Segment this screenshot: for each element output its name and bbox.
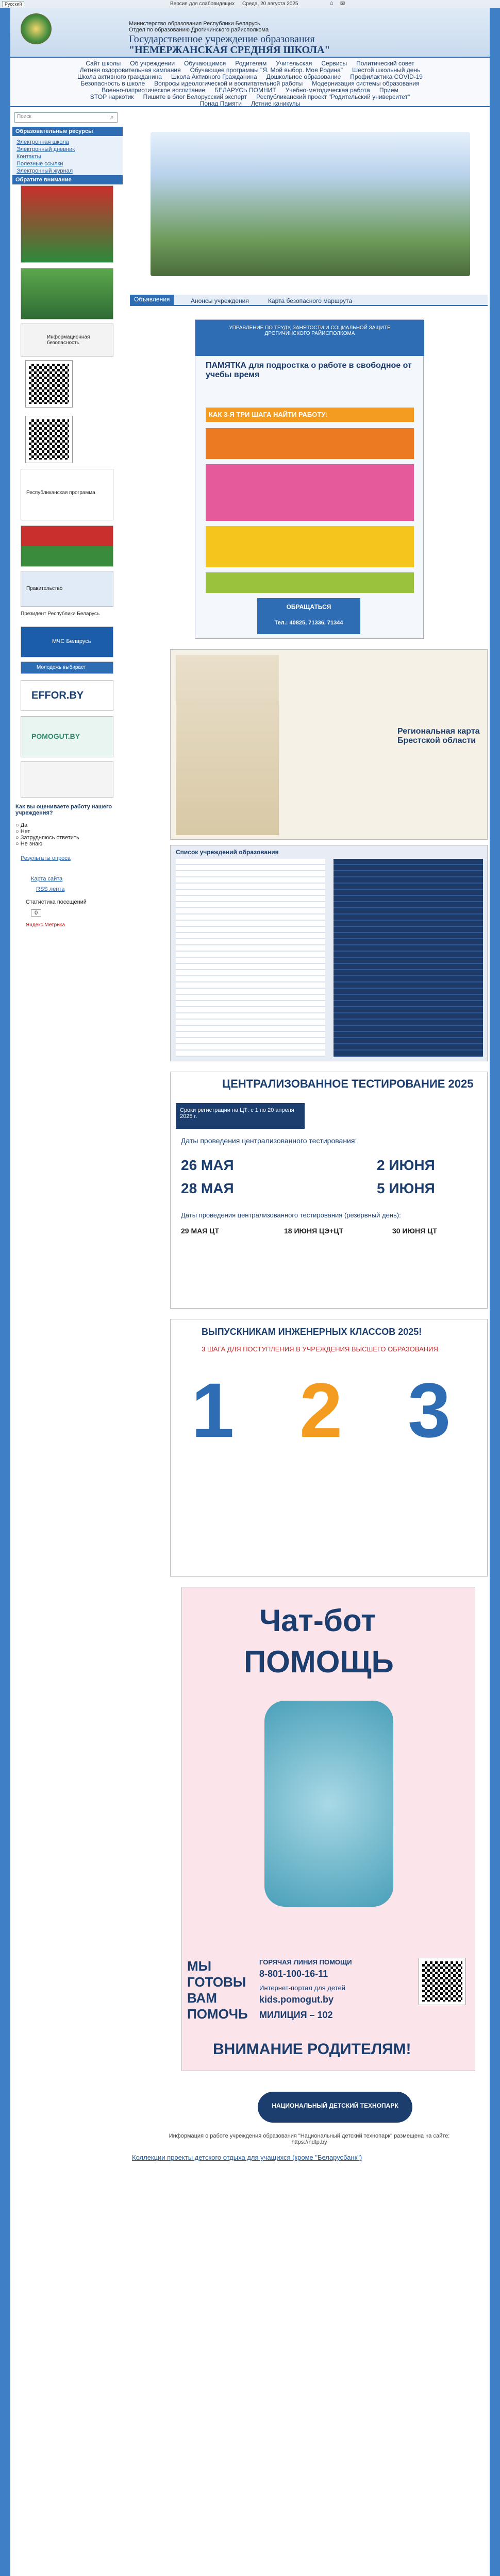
green-banner[interactable] <box>21 268 113 319</box>
mchs-label: МЧС Беларусь <box>52 638 91 645</box>
tab-announcements[interactable]: Объявления <box>130 295 174 306</box>
gov-label: Правительство <box>26 586 63 591</box>
resources-panel-title: Образовательные ресурсы <box>12 127 123 136</box>
vote-option[interactable] <box>15 822 119 828</box>
school-title-line1: Государственное учреждение образования <box>129 33 315 45</box>
effor-label: EFFOR.BY <box>31 690 84 701</box>
projects-link[interactable]: Коллекции проекты детского отдыха для учащихся (кроме "Беларусбанк") <box>132 2154 362 2161</box>
nav-item[interactable]: Родителям <box>235 60 267 67</box>
rss-link[interactable]: RSS лента <box>36 886 65 892</box>
nav-item[interactable]: Школа активного гражданина <box>77 73 162 80</box>
nav-row-4 <box>10 80 490 87</box>
step-3-block <box>206 526 414 567</box>
radio-icon[interactable]: ○ <box>15 822 21 828</box>
flag-banner[interactable] <box>21 526 113 567</box>
qr-code-icon <box>26 361 72 407</box>
help-label: МЫ ГОТОВЫ ВАМ ПОМОЧЬ <box>187 1958 248 2022</box>
vote-results-button[interactable]: Результаты опроса <box>21 855 71 861</box>
vote-option[interactable] <box>15 835 119 841</box>
parents-attention: ВНИМАНИЕ РОДИТЕЛЯМ! <box>213 2041 411 2058</box>
chatbot-poster <box>181 1587 475 2071</box>
home-icon[interactable]: ⌂ <box>330 0 334 6</box>
vote-option-label: Да <box>20 822 28 828</box>
search-icon[interactable]: ⌕ <box>110 113 114 121</box>
attention-panel <box>12 175 123 184</box>
ct-reserve-3: 30 ИЮНЯ ЦТ <box>392 1227 437 1235</box>
mail-icon[interactable]: ✉ <box>340 1 345 7</box>
tab-safe-route[interactable]: Карта безопасного маршрута <box>268 297 353 304</box>
vote-option-label: Затрудняюсь ответить <box>20 835 79 841</box>
nav-item[interactable]: Учебно-методическая работа <box>285 87 370 94</box>
search-input[interactable]: Поиск <box>14 112 118 123</box>
resources-panel <box>12 127 123 177</box>
ct-title: ЦЕНТРАЛИЗОВАННОЕ ТЕСТИРОВАНИЕ 2025 <box>222 1077 474 1090</box>
nav-item[interactable]: Политический совет <box>356 60 414 67</box>
kids-portal-url: kids.pomogut.by <box>259 1994 334 2005</box>
chevron-left-icon[interactable]: ‹ <box>133 189 137 200</box>
howto-banner: КАК 3-Я ТРИ ШАГА НАЙТИ РАБОТУ: <box>206 408 414 422</box>
vote-option[interactable] <box>15 828 119 835</box>
step-3-number: 3 <box>408 1367 451 1453</box>
nav-item[interactable]: БЕЛАРУСЬ ПОМНИТ <box>214 87 276 94</box>
nav-item[interactable]: Вопросы идеологической и воспитательной работы <box>154 80 303 87</box>
contacts-block <box>257 598 360 634</box>
region-map-image <box>176 655 279 835</box>
technopark-info: Информация о работе учреждения образования "Национальный детский технопарк" размещена на сайте: https://ndtp.by <box>169 2133 450 2145</box>
youth-banner[interactable] <box>21 662 113 674</box>
step-1-number: 1 <box>191 1367 235 1453</box>
info-security-label: Информационная безопасность <box>47 334 90 346</box>
nav-item[interactable]: Военно-патриотическое воспитание <box>102 87 206 94</box>
ideology-label: Республиканская программа <box>26 490 95 496</box>
employment-poster-title: ПАМЯТКА для подростка о работе в свободное от учебы время <box>206 361 412 379</box>
ct-dates-label: Даты проведения централизованного тестирования: <box>181 1137 357 1145</box>
president-link[interactable]: Президент Республики Беларусь <box>21 611 100 617</box>
nav-item[interactable]: Республиканский проект "Родительский университет" <box>256 93 410 100</box>
nav-item[interactable]: Летние каникулы <box>251 100 301 107</box>
nav-item[interactable]: Модернизация системы образования <box>312 80 420 87</box>
pomogut-banner[interactable] <box>21 716 113 757</box>
ct-date-4: 5 ИЮНЯ <box>377 1180 435 1196</box>
youth-label: Молодежь выбирает <box>37 665 86 670</box>
counter-value: 0 <box>31 909 41 917</box>
nav-item[interactable]: Понад Памяти <box>199 100 242 107</box>
ct-date-3: 2 ИЮНЯ <box>377 1157 435 1173</box>
main-nav <box>10 58 490 107</box>
nav-item[interactable]: STOP наркотик <box>90 93 134 100</box>
ct-date-1: 26 МАЯ <box>181 1157 234 1173</box>
photo-slider[interactable] <box>130 111 488 286</box>
kids-portal-label: Интернет-портал для детей <box>259 1984 346 1992</box>
current-date: Среда, 20 августа 2025 <box>242 1 298 7</box>
language-select[interactable]: Русский <box>2 1 24 7</box>
ct-date-2: 28 МАЯ <box>181 1180 234 1196</box>
nav-row-2 <box>10 66 490 74</box>
memorial-banner[interactable] <box>21 185 113 263</box>
nav-item[interactable]: Школа Активного Гражданина <box>171 73 257 80</box>
radio-icon[interactable]: ○ <box>15 828 21 835</box>
vote-option-label: Нет <box>20 828 30 835</box>
institutions-list-title: Список учреждений образования <box>176 849 279 856</box>
yandex-label: Яндекс.Метрика <box>26 922 65 928</box>
vote-title: Как вы оцениваете работу нашего учреждения? <box>15 804 112 816</box>
nav-row-6 <box>10 93 490 100</box>
nav-item[interactable]: Безопасность в школе <box>80 80 145 87</box>
ideology-banner[interactable] <box>21 469 113 520</box>
region-map-poster <box>170 649 488 840</box>
institutions-table-right <box>334 859 483 1057</box>
info-security-banner[interactable] <box>21 324 113 357</box>
step-2-block <box>206 464 414 521</box>
resource-link[interactable]: Электронный дневник <box>16 146 75 152</box>
graduates-title: ВЫПУСКНИКАМ ИНЖЕНЕРНЫХ КЛАССОВ 2025! <box>202 1327 422 1337</box>
employment-poster-header: УПРАВЛЕНИЕ ПО ТРУДУ, ЗАНЯТОСТИ И СОЦИАЛЬНОЙ ЗАЩИТЕ ДРОГИЧИНСКОГО РАЙИСПОЛКОМА <box>195 320 424 356</box>
chatbot-title: Чат-бот <box>259 1603 376 1638</box>
ct-reserve-2: 18 ИЮНЯ ЦЭ+ЦТ <box>284 1227 344 1235</box>
effor-banner[interactable] <box>21 680 113 711</box>
radio-icon[interactable]: ○ <box>15 841 21 847</box>
nav-item[interactable]: Учительская <box>276 60 312 67</box>
vote-option[interactable] <box>15 841 119 847</box>
nav-item[interactable]: Дошкольное образование <box>266 73 341 80</box>
hotline-phone: 8-801-100-16-11 <box>259 1969 328 1979</box>
resource-link[interactable]: Электронная школа <box>16 139 69 145</box>
nav-item[interactable]: Сервисы <box>321 60 347 67</box>
school-title-line2: "НЕМЕРЖАНСКАЯ СРЕДНЯЯ ШКОЛА" <box>129 44 330 56</box>
vote-options <box>15 822 119 847</box>
slider-caption: Фото школы <box>134 276 163 282</box>
resource-link[interactable]: Электронный журнал <box>16 168 73 174</box>
qr-code-icon <box>26 416 72 463</box>
slider-image <box>151 132 470 276</box>
police-phone: МИЛИЦИЯ – 102 <box>259 2010 333 2020</box>
nav-item[interactable]: Обучающимся <box>184 60 226 67</box>
ct-reserve-label: Даты проведения централизованного тестирования (резервный день): <box>181 1211 401 1219</box>
nav-row-5 <box>10 87 490 94</box>
nav-item[interactable]: Сайт школы <box>86 60 121 67</box>
graduates-poster <box>170 1319 488 1577</box>
emblem-banner[interactable] <box>21 761 113 798</box>
nav-row-1 <box>10 60 490 67</box>
attention-panel-title: Обратите внимание <box>12 175 123 184</box>
institutions-table-left <box>176 859 325 1057</box>
nav-item[interactable]: Обучающее программы "Я. Мой выбор. Моя Родина" <box>190 66 343 74</box>
step-1-block <box>206 428 414 459</box>
step-2-number: 2 <box>299 1367 343 1453</box>
graduates-subtitle: 3 ШАГА ДЛЯ ПОСТУПЛЕНИЯ В УЧРЕЖДЕНИЯ ВЫСШЕГО ОБРАЗОВАНИЯ <box>202 1345 438 1353</box>
department-label: Отдел по образованию Дрогичинского райисполкома <box>129 27 269 33</box>
nav-item[interactable]: Шестой школьный день <box>352 66 421 74</box>
top-bar <box>0 0 500 8</box>
institutions-list-poster <box>170 845 488 1061</box>
hotline-label: ГОРЯЧАЯ ЛИНИЯ ПОМОЩИ <box>259 1958 352 1966</box>
gov-banner[interactable] <box>21 571 113 607</box>
robot-icon <box>264 1701 393 1907</box>
employment-poster <box>195 319 424 639</box>
nav-item[interactable]: Пишите в блог Белорусский эксперт <box>143 93 247 100</box>
nav-row-3 <box>10 73 490 80</box>
sitemap-link[interactable]: Карта сайта <box>31 876 63 882</box>
resource-link[interactable]: Контакты <box>16 154 41 160</box>
nav-row-7 <box>10 100 490 107</box>
mchs-banner[interactable] <box>21 626 113 657</box>
pomogut-label: POMOGUT.BY <box>31 732 80 740</box>
chevron-right-icon[interactable]: › <box>478 189 482 200</box>
nav-item[interactable]: Прием <box>379 87 398 94</box>
ct-reserve-1: 29 МАЯ ЦТ <box>181 1227 219 1235</box>
qr-code-icon <box>419 1958 465 2005</box>
accessibility-link[interactable]: Версия для слабовидящих <box>170 1 235 7</box>
technopark-logo[interactable]: НАЦИОНАЛЬНЫЙ ДЕТСКИЙ ТЕХНОПАРК <box>258 2092 412 2123</box>
emblem-icon <box>21 13 52 44</box>
vote-option-label: Не знаю <box>20 841 43 847</box>
ct-poster <box>170 1072 488 1309</box>
contacts-title: ОБРАЩАТЬСЯ <box>286 603 331 611</box>
radio-icon[interactable]: ○ <box>15 835 21 841</box>
contacts-phone: Тел.: 40825, 71336, 71344 <box>274 620 343 626</box>
nav-item[interactable]: Об учреждении <box>130 60 175 67</box>
resources-list <box>12 136 123 177</box>
step-4-block <box>206 572 414 593</box>
chatbot-title-2: ПОМОЩЬ <box>244 1645 394 1679</box>
ministry-label: Министерство образования Республики Беларусь <box>129 21 260 27</box>
region-map-title: Региональная карта Брестской области <box>397 727 480 745</box>
ct-registration: Сроки регистрации на ЦТ: с 1 по 20 апреля 2025 г. <box>176 1103 305 1129</box>
tab-anons[interactable]: Анонсы учреждения <box>191 297 249 304</box>
nav-item[interactable]: Профилактика COVID-19 <box>350 73 423 80</box>
counter-label: Статистика посещений <box>26 899 87 905</box>
announcement-tabs <box>130 295 488 306</box>
resource-link[interactable]: Полезные ссылки <box>16 161 63 167</box>
nav-item[interactable]: Летняя оздоровительная кампания <box>79 66 181 74</box>
